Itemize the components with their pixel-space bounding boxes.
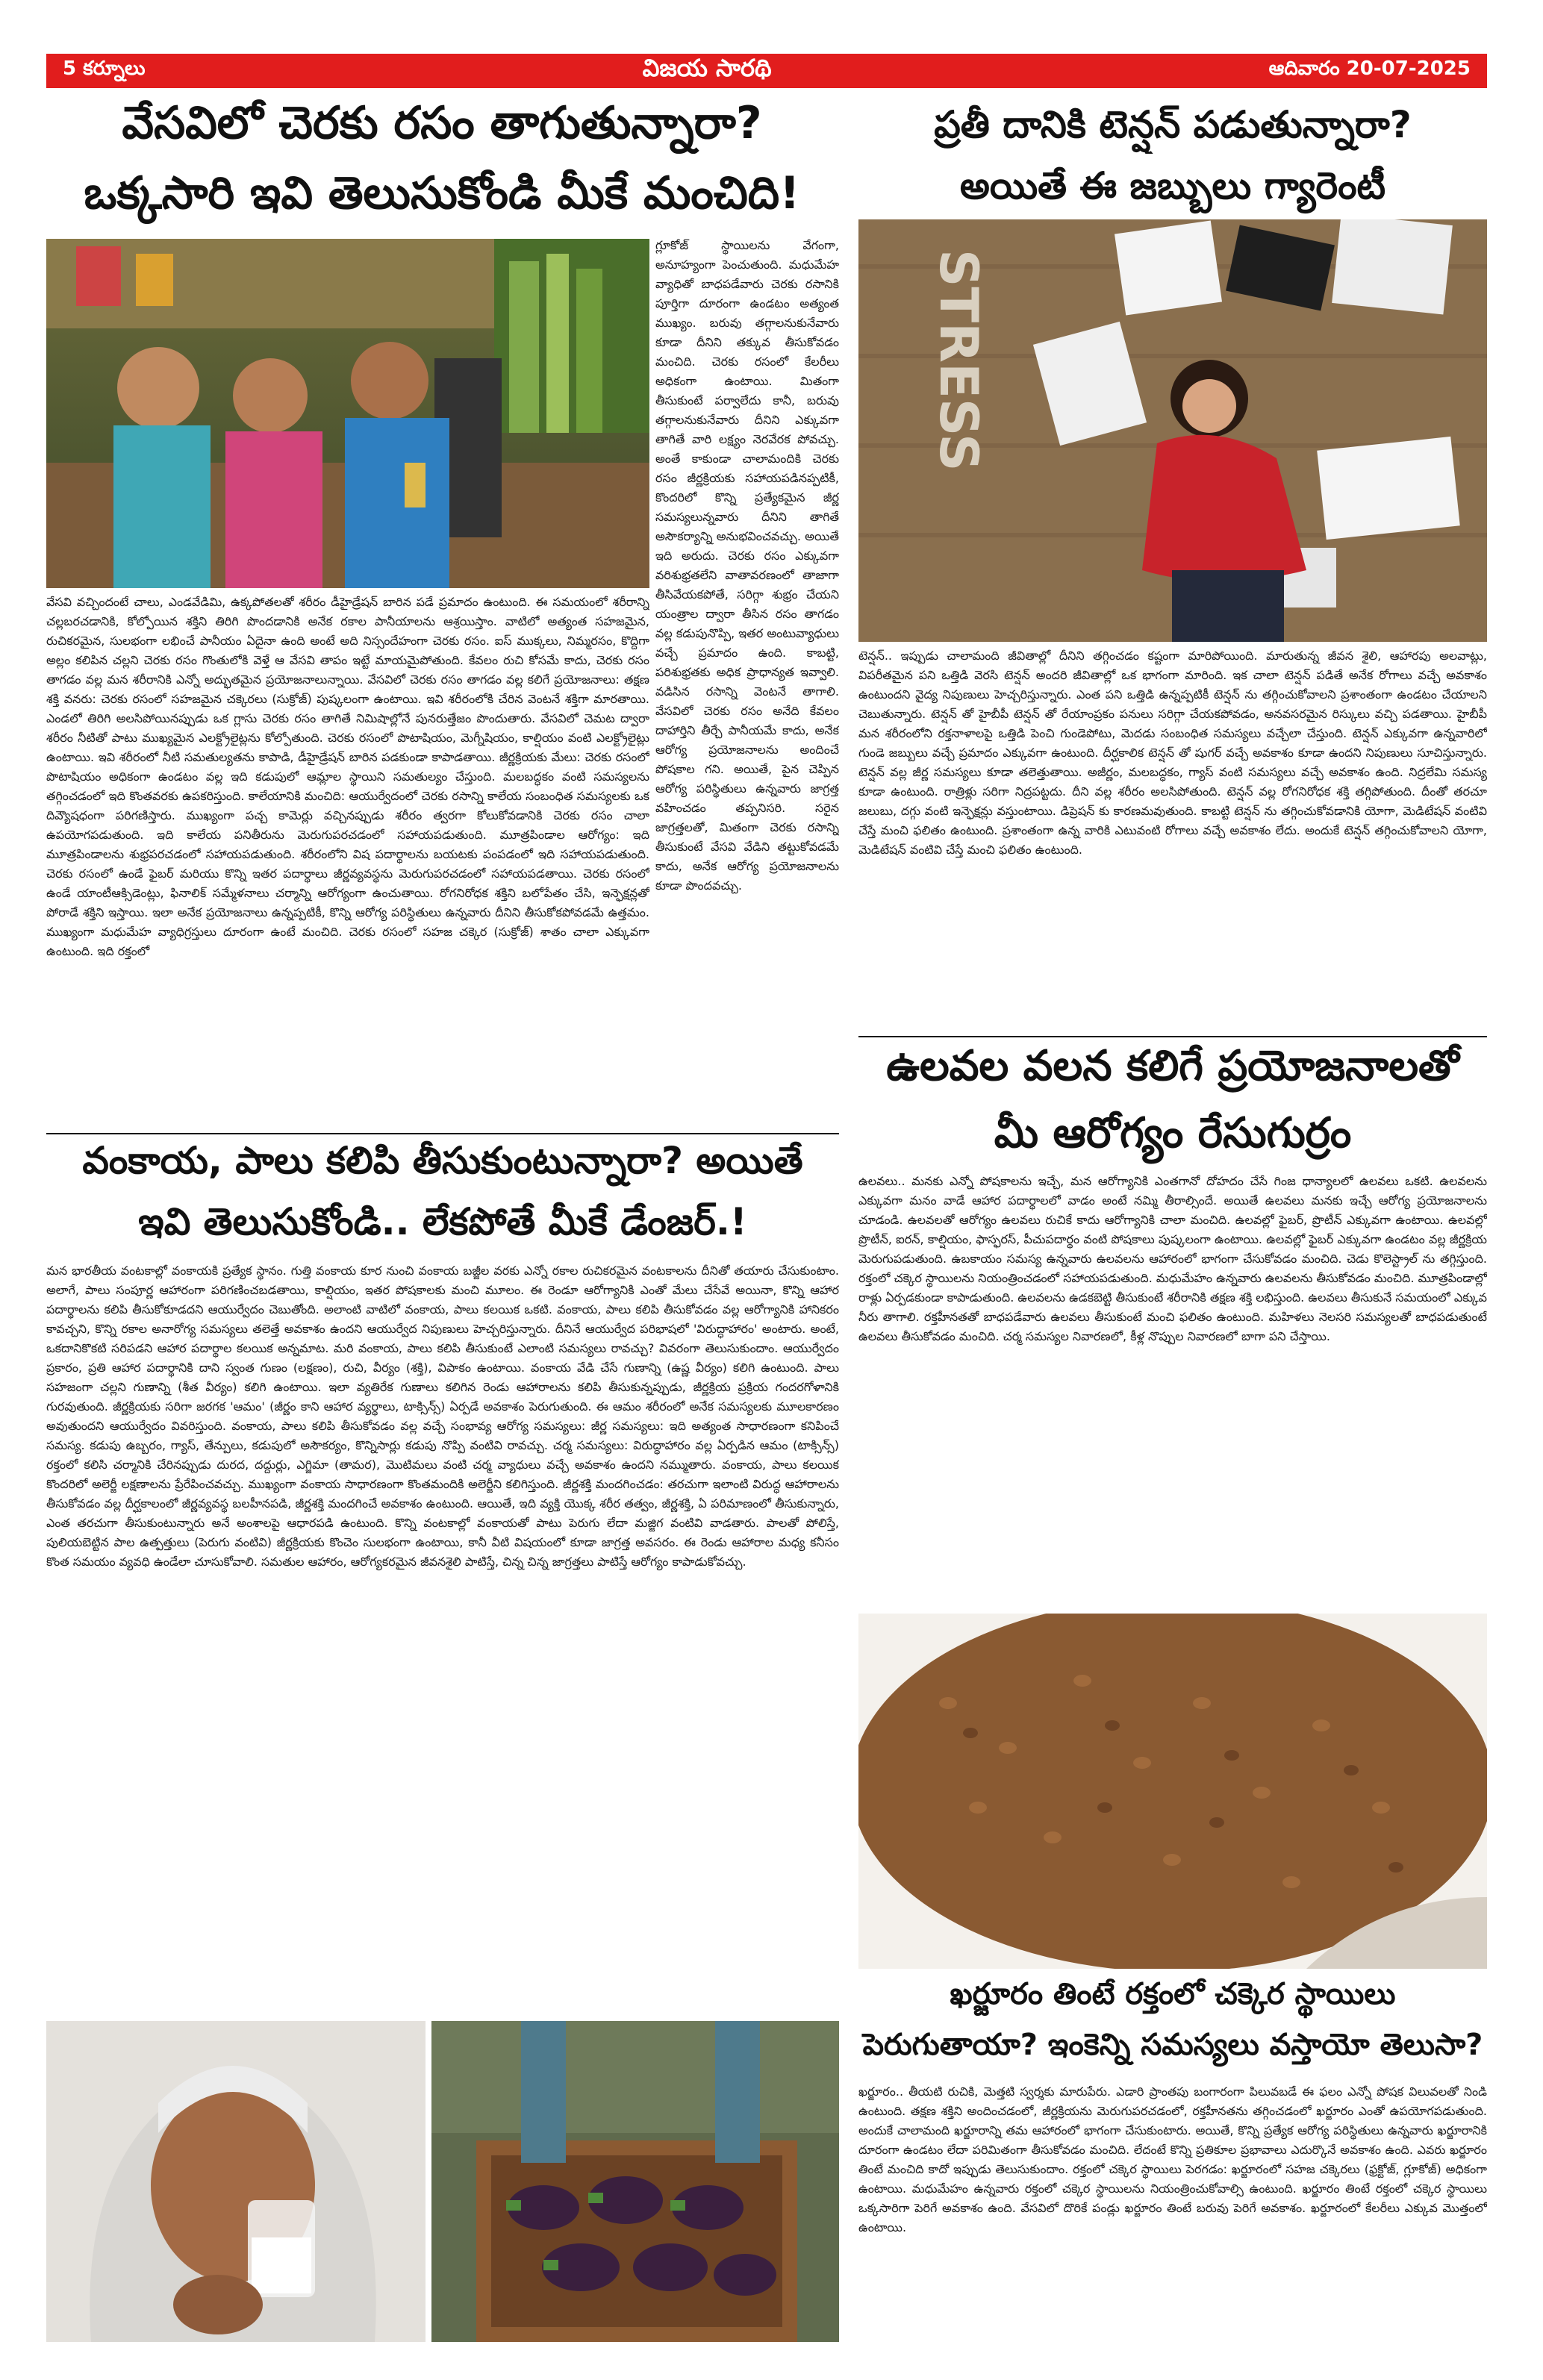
issue-date: ఆదివారం 20-07-2025 bbox=[1268, 57, 1471, 80]
section-divider bbox=[858, 1036, 1487, 1037]
horsegram-body-text: ఉలవలు.. మనకు ఎన్నో పోషకాలను ఇచ్చే, మన ఆరోగ్యానికి ఎంతగానో దోహదం చేసే గింజ ధాన్యాలలో ఉలవలు ఒకటి. ఉలవలను ఎక్కువగా మనం వాడే ఆహార పదార్థాలలో వాడం అంటే నమ్మి తీరాల్సిందే. అయితే ఉలవలు మనకు ఇచ్చే ఆరోగ్య ప్రయోజనాలను చూడండి. ఉలవలతో ఆరోగ్యం ఉలవలు రుచికే కాదు ఆరోగ్యానికి చాలా మంచిది. ఉలవల్లో ఫైబర్, ప్రొటీన్ ఎక్కువగా ఉంటాయి. ఉలవల్లో ప్రొటీన్, ఐరన్, కాల్షియం, ఫాస్ఫరస్, పీచుపదార్థం వంటి పోషకాలు పుష్కలంగా ఉంటాయి. ఉలవల్లో ఫైబర్ ఎక్కువగా ఉండటం వల్ల జీర్ణక్రియ మెరుగుపడుతుంది. ఉబకాయం సమస్య ఉన్నవారు ఉలవలను ఆహారంలో భాగంగా చేసుకోవడం మంచిది. చెడు కొలెస్ట్రాల్ ను తగ్గిస్తుంది. రక్తంలో చక్కెర స్థాయిలను నియంత్రించడంలో సహాయపడుతుంది. మధుమేహం ఉన్నవారు ఉలవలను తీసుకోవడం మంచిది. మూత్రపిండాల్లో రాళ్లు ఏర్పడకుండా కాపాడుతుంది. ఉలవలను ఉడకబెట్టి తీసుకుంటే శరీరానికి తక్షణ శక్తి లభిస్తుంది. ఉలవలు తీసుకునే సమయంలో ఎక్కువ నీరు తాగాలి. రక్తహీనతతో బాధపడేవారు ఉలవలు తీసుకుంటే మంచి ఫలితం ఉంటుంది. మహిళలు నెలసరి సమస్యలతో బాధపడుతుంటే ఉలవలు తీసుకోవడం మంచిది. చర్మ సమస్యల నివారణలో, కీళ్ల నొప్పుల నివారణలో బాగా పని చేస్తాయి. bbox=[858, 1174, 1487, 1343]
brinjal-headline-1: వంకాయ, పాలు కలిపి తీసుకుంటున్నారా? అయితే bbox=[82, 1140, 803, 1182]
horsegram-headline-1: ఉలవల వలన కలిగే ప్రయోజనాలతో bbox=[886, 1043, 1459, 1090]
stress-word: STRESS bbox=[928, 249, 989, 472]
sugarcane-juice-photo bbox=[46, 239, 649, 588]
sugarcane-side-column: గ్లూకోజ్ స్థాయిలను వేగంగా, అనూహ్యంగా పెంచుతుంది. మధుమేహ వ్యాధితో బాధపడేవారు చెరకు రసానికి పూర్తిగా దూరంగా ఉండటం అత్యంత ముఖ్యం. బరువు తగ్గాలనుకునేవారు కూడా దీనిని తక్కువ తీసుకోవడం మంచిది. చెరకు రసంలో కేలరీలు అధికంగా ఉంటాయి. మితంగా తీసుకుంటే పర్వాలేదు కానీ, బరువు తగ్గాలనుకునేవారు దీనిని ఎక్కువగా తాగితే వారి లక్ష్యం నెరవేరక పోవచ్చు. అంతే కాకుండా చాలామందికి చెరకు రసం జీర్ణక్రియకు సహాయపడినప్పటికీ, కొందరిలో కొన్ని ప్రత్యేకమైన జీర్ణ సమస్యలున్నవారు దీనిని తాగితే అసౌకర్యాన్ని అనుభవించవచ్చు. అయితే ఇది అరుదు. చెరకు రసం ఎక్కువగా వరిశుభ్రతలేని వాతావరణంలో తాజాగా తీసివేయకపోతే, సరిగ్గా శుభ్రం చేయని యంత్రాల ద్వారా తీసిన రసం తాగడం వల్ల కడుపునొప్పి, ఇతర అంటువ్యాధులు వచ్చే ప్రమాదం ఉంది. కాబట్టి, పరిశుభ్రతకు అధిక ప్రాధాన్యత ఇవ్వాలి. వడిసిన రసాన్ని వెంటనే తాగాలి. వేసవిలో చెరకు రసం అనేది కేవలం దాహార్తిని తీర్చే పానీయమే కాదు, అనేక ఆరోగ్య ప్రయోజనాలను అందించే పోషకాల గని. అయితే, పైన చెప్పిన ఆరోగ్య పరిస్థితులు ఉన్నవారు జాగ్రత్త వహించడం తప్పనిసరి. సరైన జాగ్రత్తలతో, మితంగా చెరకు రసాన్ని తీసుకుంటే వేసవి వేడిని తట్టుకోవడమే కాదు, అనేక ఆరోగ్య ప్రయోజనాలను కూడా పొందవచ్చు. bbox=[655, 238, 839, 893]
brinjal-headline-2: ఇవి తెలుసుకోండి.. లేకపోతే మీకే డేంజర్.! bbox=[138, 1202, 747, 1243]
woman-drinking-milk-photo bbox=[46, 2021, 426, 2342]
dates-headline-2: పెరుగుతాయా? ఇంకెన్ని సమస్యలు వస్తాయో తెలుసా? bbox=[862, 2028, 1483, 2062]
tension-headline-1: ప్రతీ దానికి టెన్షన్ పడుతున్నారా? bbox=[934, 104, 1412, 146]
horsegram-seeds-photo bbox=[858, 1614, 1487, 1969]
stress-woman-photo bbox=[858, 219, 1487, 642]
horsegram-headline-2: మీ ఆరోగ్యం రేసుగుర్రం bbox=[994, 1111, 1352, 1158]
section-divider-brinjal bbox=[46, 1133, 839, 1134]
masthead-bar bbox=[46, 54, 1487, 88]
tension-headline-2: అయితే ఈ జబ్బులు గ్యారెంటీ bbox=[959, 166, 1386, 207]
brinjal-crate-photo bbox=[431, 2021, 839, 2342]
newspaper-name: విజయ సారథి bbox=[642, 54, 772, 82]
sugarcane-body-text: వేసవి వచ్చిందంటే చాలు, ఎండవేడిమి, ఉక్కపోతలతో శరీరం డీహైడ్రేషన్ బారిన పడే ప్రమాదం ఉంటుంది. ఈ సమయంలో శరీరాన్ని చల్లబరచడానికి, కోల్పోయిన శక్తిని తిరిగి పొందడానికి అనేక రకాల పానీయాలను ఆశ్రయిస్తాం. వాటిలో అత్యంత సహజమైన, రుచికరమైన, సులభంగా లభించే పానీయం ఏదైనా ఉంది అంటే అది నిస్సందేహంగా చెరకు రసం. ఐస్ ముక్కలు, నిమ్మరసం, కొద్దిగా అల్లం కలిపిన చల్లని చెరకు రసం గొంతులోకి వెళ్తే ఆ వేసవి తాపం ఇట్టే మాయమైపోతుంది. కేవలం రుచి కోసమే కాదు, చెరకు రసం తాగడం వల్ల మన శరీరానికి ఎన్నో అద్భుతమైన ప్రయోజనాలున్నాయి. వేసవిలో చెరకు రసం తాగడం వల్ల కలిగే ప్రయోజనాలు: తక్షణ శక్తి వనరు: చెరకు రసంలో సహజమైన చక్కెరలు (సుక్రోజ్) పుష్కలంగా ఉంటాయి. ఇవి శరీరంలోకి చేరిన వెంటనే శక్తిగా మారతాయి. ఎండలో తిరిగి అలసిపోయినప్పుడు ఒక గ్లాసు చెరకు రసం తాగితే నిమిషాల్లోనే పునరుత్తేజం పొందుతారు. వేసవిలో చెమట ద్వారా శరీరం నీటితో పాటు ముఖ్యమైన ఎలక్ట్రోలైట్లను కోల్పోతుంది. చెరకు రసంలో పొటాషియం, మెగ్నీషియం, కాల్షియం వంటి ఎలక్ట్రోలైట్లు ఉంటాయి. ఇవి శరీరంలో నీటి సమతుల్యతను కాపాడి, డీహైడ్రేషన్ బారిన పడకుండా కాపాడతాయి. జీర్ణక్రియకు మేలు: చెరకు రసంలో పొటాషియం అధికంగా ఉండటం వల్ల ఇది కడుపులో ఆమ్లాల స్థాయిని సమతుల్యం చేస్తుంది. మలబద్ధకం వంటి సమస్యలను తగ్గించడంలో ఇది కొంతవరకు ఉపకరిస్తుంది. కాలేయానికి మంచిది: ఆయుర్వేదంలో చెరకు రసాన్ని కాలేయ సంబంధిత సమస్యలకు ఒక దివ్యౌషధంగా పరిగణిస్తారు. ముఖ్యంగా పచ్చ కామెర్లు వచ్చినప్పుడు శరీరం త్వరగా కోలుకోవడానికి చెరకు రసం చాలా ఉపయోగపడుతుంది. ఇది కాలేయ పనితీరును మెరుగుపరచడంలో సహాయపడుతుంది. మూత్రపిండాల ఆరోగ్యం: ఇది మూత్రపిండాలను శుభ్రపరచడంలో సహాయపడుతుంది. శరీరంలోని విష పదార్థాలను బయటకు పంపడంలో ఇది సహాయపడుతుంది. చెరకు రసంలో ఉండే ఫైబర్ మరియు కొన్ని ఇతర పదార్థాలు జీర్ణవ్యవస్థను మెరుగుపరచడంలో సహాయపడతాయి. చెరకు రసంలో ఉండే యాంటీఆక్సిడెంట్లు, ఫినాలిక్ సమ్మేళనాలు చర్మాన్ని ఆరోగ్యంగా ఉంచుతాయి. రోగనిరోధక శక్తిని బలోపేతం చేసి, ఇన్ఫెక్షన్లతో పోరాడే శక్తిని ఇస్తాయి. ఇలా అనేక ప్రయోజనాలు ఉన్నప్పటికీ, కొన్ని ఆరోగ్య పరిస్థితులు ఉన్నవారు దీనిని తీసుకోకపోవడమే ఉత్తమం. ముఖ్యంగా మధుమేహ వ్యాధిగ్రస్తులు దూరంగా ఉంటే మంచిది. చెరకు రసంలో సహజ చక్కెర (సుక్రోజ్) శాతం చాలా ఎక్కువగా ఉంటుంది. ఇది రక్తంలో bbox=[46, 595, 649, 958]
dates-body-text: ఖర్జూరం.. తీయటి రుచికి, మెత్తటి స్వర్శకు మారుపేరు. ఎడారి ప్రాంతపు బంగారంగా పిలువబడే ఈ ఫలం ఎన్నో పోషక విలువలతో నిండి ఉంటుంది. తక్షణ శక్తిని అందించడంలో, జీర్ణక్రియను మెరుగుపరచడంలో, రక్తహీనతను తగ్గించడంలో ఖర్జూరం ఎంతో ఉపయోగపడుతుంది. అందుకే చాలామంది ఖర్జూరాన్ని తమ ఆహారంలో భాగంగా చేసుకుంటారు. అయితే, కొన్ని ప్రత్యేక ఆరోగ్య పరిస్థితులు ఉన్నవారు ఖర్జూరానికి దూరంగా ఉండటం లేదా పరిమితంగా తీసుకోవడం మంచిది. లేదంటే కొన్ని ప్రతికూల ప్రభావాలు ఎదుర్కొనే అవకాశం ఉంది. ఎవరు ఖర్జూరం తింటే మంచిది కాదో ఇప్పుడు తెలుసుకుందాం. రక్తంలో చక్కెర స్థాయిలు పెరగడం: ఖర్జూరంలో సహజ చక్కెరలు (ఫ్రక్టోజ్, గ్లూకోజ్) అధికంగా ఉంటాయి. మధుమేహం ఉన్నవారు రక్తంలో చక్కెర స్థాయిలను నియంత్రించుకోవాల్సి ఉంటుంది. ఖర్జూరం తింటే రక్తంలో చక్కెర స్థాయిలు ఒక్కసారిగా పెరిగే అవకాశం ఉంది. వేసవిలో దొరికే పండ్లు ఖర్జూరం తింటే బరువు పెరిగే అవకాశం. ఖర్జూరంలో కేలరీలు ఎక్కువ మొత్తంలో ఉంటాయి. bbox=[858, 2084, 1487, 2234]
sugarcane-headline-1: వేసవిలో చెరకు రసం తాగుతున్నారా? bbox=[122, 99, 762, 149]
dates-headline-1: ఖర్జూరం తింటే రక్తంలో చక్కెర స్థాయిలు bbox=[950, 1978, 1396, 2011]
page-label: 5 కర్నూలు bbox=[63, 57, 146, 80]
tension-body-text: టెన్షన్.. ఇప్పుడు చాలామంది జీవితాల్లో దీనిని తగ్గించడం కష్టంగా మారిపోయింది. మారుతున్న జీవన శైలి, ఆహారపు అలవాట్లు, విపరీతమైన పని ఒత్తిడి వెరసి టెన్షన్ అందరి జీవితాల్లో ఒక భాగంగా మారింది. ఇక చాలా టెన్షన్ పడితే అనేక రోగాలు వచ్చే అవకాశం ఉంటుందని వైద్య నిపుణులు హెచ్చరిస్తున్నారు. ఎంత పని ఒత్తిడి ఉన్నప్పటికీ టెన్షన్ ను తగ్గించుకోవాలని ప్రశాంతంగా ఉండటం చేయాలని చెబుతున్నారు. టెన్షన్ తో హైబీపీ టెన్షన్ తో రేయాంప్రకం పనులు సరిగ్గా చేయకపోవడం, అనవసరమైన రిస్కులు వచ్చి పడతాయి. హైబీపీ మన శరీరంలోని రక్తనాళాలపై ఒత్తిడి పెంచి గుండెపోటు, మెదడు సంబంధిత సమస్యలు వచ్చేలా చేస్తుంది. టెన్షన్ ఎక్కువగా ఉన్నవారిలో గుండె జబ్బులు వచ్చే ప్రమాదం ఎక్కువగా ఉంటుంది. దీర్ఘకాలిక టెన్షన్ తో షుగర్ వచ్చే అవకాశం కూడా ఉందని నిపుణులు సూచిస్తున్నారు. టెన్షన్ వల్ల జీర్ణ సమస్యలు కూడా తలెత్తుతాయి. అజీర్ణం, మలబద్ధకం, గ్యాస్ వంటి సమస్యలు వచ్చే అవకాశం ఉంది. నిద్రలేమి సమస్య కూడా ఉంటుంది. రాత్రిళ్లు సరిగా నిద్రపట్టదు. దీని వల్ల శరీరం అలసిపోతుంది. టెన్షన్ వల్ల రోగనిరోధక శక్తి తగ్గిపోతుంది. దీంతో తరచూ జలుబు, దగ్గు వంటి ఇన్ఫెక్షన్లు వస్తుంటాయి. డిప్రెషన్ కు కారణమవుతుంది. కాబట్టి టెన్షన్ ను తగ్గించుకోవడానికి యోగా, మెడిటేషన్ వంటివి చేస్తే మంచి ఫలితం ఉంటుంది. ప్రశాంతంగా ఉన్న వారికి ఎటువంటి రోగాలు వచ్చే అవకాశం లేదు. అందుకే టెన్షన్ తగ్గించుకోవాలని యోగా, మెడిటేషన్ వంటివి చేస్తే మంచి ఫలితం ఉంటుంది. bbox=[858, 649, 1487, 857]
brinjal-body-text: మన భారతీయ వంటకాల్లో వంకాయకి ప్రత్యేక స్థానం. గుత్తి వంకాయ కూర నుంచి వంకాయ బజ్జీల వరకు ఎన్నో రకాల రుచికరమైన వంటకాలను దీనితో తయారు చేసుకుంటాం. అలాగే, పాలు సంపూర్ణ ఆహారంగా పరిగణించబడతాయి, కాల్షియం, ఇతర పోషకాలకు మంచి మూలం. ఈ రెండూ ఆరోగ్యానికి ఎంతో మేలు చేసేవే అయినా, కొన్ని ఆహార పదార్థాలను కలిపి తీసుకోకూడదని ఆయుర్వేదం చెబుతోంది. అలాంటి వాటిలో వంకాయ, పాలు కలయిక ఒకటి. వంకాయ, పాలు కలిపి తీసుకోవడం వల్ల ఆరోగ్యానికి హానికరం కావచ్చని, కొన్ని రకాల అనారోగ్య సమస్యలు తలెత్తే అవకాశం ఉందని ఆయుర్వేద నిపుణులు హెచ్చరిస్తున్నారు. దీనినే ఆయుర్వేద పరిభాషలో 'విరుద్ధాహారం' అంటారు. అంటే, ఒకదానికొకటి సరిపడని ఆహార పదార్థాల కలయిక అన్నమాట. మరి వంకాయ, పాలు కలిపి తీసుకుంటే ఎలాంటి సమస్యలు రావచ్చు? వివరంగా తెలుసుకుందాం. ఆయుర్వేదం ప్రకారం, ప్రతి ఆహార పదార్థానికి దాని స్వంత గుణం (లక్షణం), రుచి, వీర్యం (శక్తి), విపాకం ఉంటాయి. వంకాయ వేడి చేసే గుణాన్ని (ఉష్ణ వీర్యం) కలిగి ఉంటుంది. పాలు సహజంగా చల్లని గుణాన్ని (శీత వీర్యం) కలిగి ఉంటాయి. ఇలా వ్యతిరేక గుణాలు కలిగిన రెండు ఆహారాలను కలిపి తీసుకున్నప్పుడు, జీర్ణక్రియ ప్రక్రియ గందరగోళానికి గురవుతుంది. జీర్ణక్రియకు సరిగా జరగక 'ఆమం' (జీర్ణం కాని ఆహార వ్యర్థాలు, టాక్సిన్స్) ఏర్పడే అవకాశం పెరుగుతుంది. ఈ ఆమం శరీరంలో అనేక సమస్యలకు మూలకారణం అవుతుందని ఆయుర్వేదం వివరిస్తుంది. వంకాయ, పాలు కలిపి తీసుకోవడం వల్ల వచ్చే సంభావ్య ఆరోగ్య సమస్యలు: జీర్ణ సమస్యలు: ఇది అత్యంత సాధారణంగా కనిపించే సమస్య. కడుపు ఉబ్బరం, గ్యాస్, తేన్పులు, కడుపులో అసౌకర్యం, కొన్నిసార్లు కడుపు నొప్పి వంటివి రావచ్చు. చర్మ సమస్యలు: విరుద్ధాహారం వల్ల ఏర్పడిన ఆమం (టాక్సిన్స్) రక్తంలో కలిసి చర్మానికి చేరినప్పుడు దురద, దద్దుర్లు, ఎగ్జిమా (తామర), మొటిమలు వంటి చర్మ వ్యాధులు వచ్చే అవకాశం ఉందని నమ్ముతారు. వంకాయ, పాలు కలయిక కొందరిలో అలెర్జీ లక్షణాలను ప్రేరేపించవచ్చు. ముఖ్యంగా వంకాయ సాధారణంగా కొంతమందికి అలెర్జీని కలిగిస్తుంది. జీర్ణశక్తి మందగించడం: తరచుగా ఇలాంటి విరుద్ధ ఆహారాలను తీసుకోవడం వల్ల దీర్ఘకాలంలో జీర్ణవ్యవస్థ బలహీనపడి, జీర్ణశక్తి మందగించే అవకాశం ఉంటుంది. ఆయితే, ఇది వ్యక్తి యొక్క శరీర తత్వం, జీర్ణశక్తి, ఏ పరిమాణంలో తీసుకున్నారు, ఎంత తరచుగా తీసుకుంటున్నారు అనే అంశాలపై ఆధారపడి ఉంటుంది. కొన్ని వంటకాల్లో వంకాయతో పాటు పెరుగు లేదా మజ్జిగ వంటివి వాడతారు. పాలతో పోలిస్తే, పులియబెట్టిన పాల ఉత్పత్తులు (పెరుగు వంటివి) జీర్ణక్రియకు కొంచెం సులభంగా ఉంటాయి, కానీ వీటి విషయంలో కూడా జాగ్రత్త అవసరం. ఈ రెండు ఆహారాల మధ్య కనీసం కొంత సమయం వ్యవధి ఉండేలా చూసుకోవాలి. సమతుల ఆహారం, ఆరోగ్యకరమైన జీవనశైలి పాటిస్తే, చిన్న చిన్న జాగ్రత్తలు పాటిస్తే ఆరోగ్యం కాపాడుకోవచ్చు. bbox=[46, 1264, 839, 1569]
sugarcane-headline-2: ఒక్కసారి ఇవి తెలుసుకోండి మీకే మంచిది! bbox=[84, 169, 800, 219]
